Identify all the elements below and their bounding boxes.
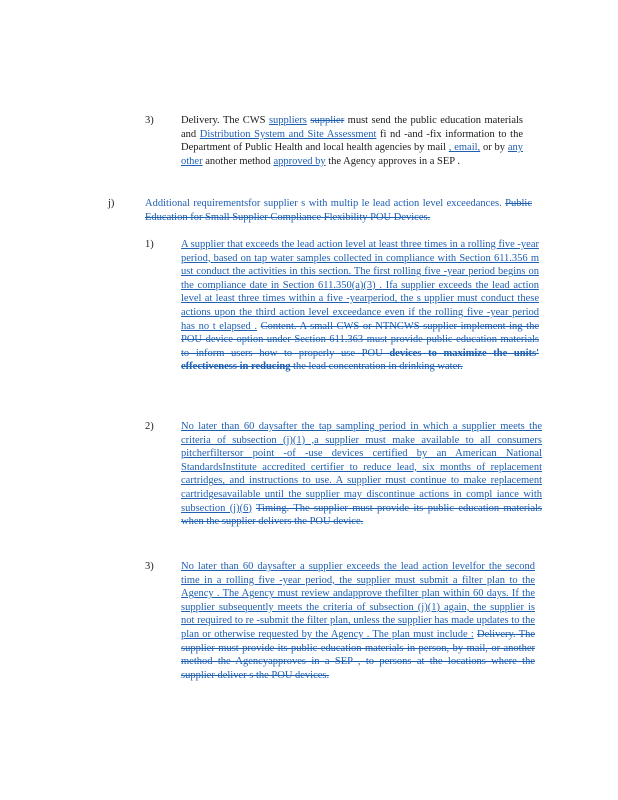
item-text [181,560,535,682]
deleted-text: Content. A small CWS or NTNCWS supplier implement ing the POU device option under Section 611.363 must provide public education materials to inform users how to properly use POU [181,320,540,359]
deleted-text: supplier [310,115,345,126]
item-number: 2) [145,421,154,432]
item-number: 3) [145,115,154,126]
deleted-text: Timing. The supplier must provide its public education materials when the supplier delivers the POU device. [181,502,542,528]
item-text [181,114,523,168]
inserted-text: Distribution System and Site Assessment [199,128,377,140]
item-number: 1) [145,239,154,250]
item-text [145,197,532,224]
inserted-text: No later than 60 daysafter the tap sampling period in which a supplier meets the criteria of subsection (j)(1) ,a supplier must make available to all consumers pitcherfiltersor point -of -use devices certified by an American National StandardsInstitute accredited certifier to reduce lead, six months of replacement cartridges, and instructions to use. A supplier must continue to make replacement cartridgesavailable until the supplier may discontinue actions in compl iance with subsection (j)(6) [181,421,542,514]
deleted-text: devices to maximize the units' effectiveness in reducing [181,347,539,373]
deleted-text: Public Education for Small Supplier Compliance Flexibility POU Devices. [145,198,532,223]
text-run: fi nd -and -fix information to the Department of Public Health and local health agencies by mail [181,128,523,154]
text-run: another method [202,155,274,167]
inserted-text: suppliers [268,115,307,126]
item-number: j) [108,198,115,209]
text-run: the Agency approves in a SEP . [325,155,460,167]
text-run: or by [480,142,508,154]
item-text [181,238,539,374]
inserted-text: A supplier that exceeds the lead action level at least three times in a rolling five -year period, based on tap water samples collected in compliance with Section 611.356 m ust conduct the activities in this section. The first rolling five -year period begins on the compliance date in Section 611.350(a)(3) . Ifa supplier exceeds the lead action level at least three times within a five -yearperiod, the s upplier must conduct these actions upon the third action level exceedance even if the rolling five -year period has no t elapsed . [181,239,539,332]
heading-text: Additional requirementsfor supplier s with multip le lead action level exceedances. [145,198,502,209]
text-run: must send the public education materials and [181,115,524,140]
inserted-text: any other [181,142,524,167]
deleted-text: Delivery. The supplier must provide its public education materials in person, by mail, or another method the Agencyapproves in a SEP , to persons at the locations where the supplier deliver s the POU devices. [181,628,536,681]
inserted-text: , email, [448,142,481,154]
inserted-text: No later than 60 daysafter a supplier exceeds the lead action levelfor the second time in a rolling five -year period, the supplier must submit a filter plan to the Agency . The Agency must review andapprove thefilter plan within 60 days. If the supplier subsequently meets the criteria of subsection (j)(1) again, the supplier is not required to re -submit the filter plan, unless the supplier has made updates to the plan or otherwise requested by the Agency . The plan must include : [181,561,535,640]
deleted-text: the lead concentration in drinking water. [290,361,463,373]
item-text [181,420,542,529]
inserted-text: approved by [273,155,326,167]
text-run: Delivery. The CWS [181,115,269,126]
item-number: 3) [145,561,154,572]
